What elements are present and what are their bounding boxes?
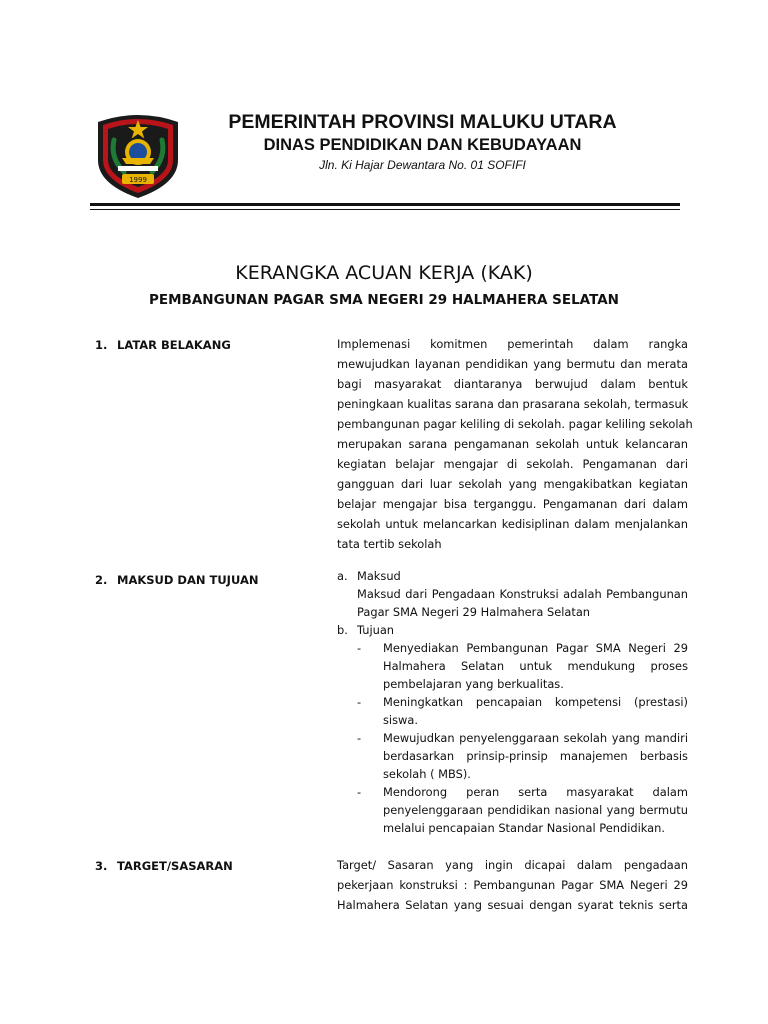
list-letter: b. <box>337 623 348 637</box>
list-item-maksud <box>337 567 688 585</box>
list-item: - Mewujudkan penyelenggaraan sekolah yang mandiri berdasarkan prinsip-prinsip manajemen berbasis sekolah ( MBS). <box>357 731 688 781</box>
list-heading: Maksud <box>357 569 401 583</box>
section-number: 2. <box>95 573 108 587</box>
paragraph-line: Implemenasi komitmen pemerintah dalam rangka <box>337 337 688 351</box>
dash-bullet: - <box>357 641 362 655</box>
section-body-latar-belakang <box>337 334 693 554</box>
list-item: - Meningkatkan pencapaian kompetensi (prestasi) siswa. <box>357 695 688 727</box>
section-number: 3. <box>95 859 108 873</box>
list-item: - Mendorong peran serta masyarakat dalam penyelenggaraan pendidikan nasional yang bermutu melalui pencapaian Standar Nasional Pendidikan. <box>357 785 688 835</box>
paragraph-line: tata tertib sekolah <box>337 537 442 551</box>
section-heading-target-sasaran <box>95 859 233 873</box>
maksud-text: Maksud dari Pengadaan Konstruksi adalah Pembangunan Pagar SMA Negeri 29 Halmahera Selatan <box>357 587 688 619</box>
letterhead-government: PEMERINTAH PROVINSI MALUKU UTARA <box>228 111 617 133</box>
section-label: TARGET/SASARAN <box>117 859 233 873</box>
paragraph-line: merupakan sarana pengamanan sekolah untuk kelancaran <box>337 437 688 451</box>
paragraph-line: mewujudkan layanan pendidikan yang bermutu dan merata <box>337 357 688 371</box>
letterhead-rule-thin <box>90 209 680 210</box>
section-number: 1. <box>95 338 108 352</box>
paragraph-line: Target/ Sasaran yang ingin dicapai dalam pengadaan <box>337 858 688 872</box>
list-item-tujuan <box>337 621 688 639</box>
list-item: - Menyediakan Pembangunan Pagar SMA Negeri 29 Halmahera Selatan untuk mendukung proses pembelajaran yang berkualitas. <box>357 641 688 691</box>
paragraph-line: sekolah untuk melancarkan kedisiplinan dalam menjalankan <box>337 517 688 531</box>
letterhead-address: Jln. Ki Hajar Dewantara No. 01 SOFIFI <box>319 158 526 172</box>
dash-bullet: - <box>357 695 362 709</box>
paragraph-line: gangguan dari luar sekolah yang mengakibatkan kegiatan <box>337 477 688 491</box>
paragraph-line: bagi masyarakat diantaranya berwujud dalam bentuk <box>337 377 688 391</box>
logo-year: 1999 <box>129 176 147 184</box>
section-body-target-sasaran <box>337 855 688 915</box>
list-heading: Tujuan <box>357 623 395 637</box>
paragraph-line: pekerjaan konstruksi : Pembangunan Pagar SMA Negeri 29 <box>337 878 688 892</box>
dash-bullet: - <box>357 731 362 745</box>
dash-bullet: - <box>357 785 362 799</box>
document-title: KERANGKA ACUAN KERJA (KAK) <box>235 262 533 284</box>
paragraph-line: peningkaan kualitas sarana dan prasarana sekolah, termasuk <box>337 397 689 411</box>
section-body-maksud-tujuan <box>337 567 688 837</box>
document-subtitle: PEMBANGUNAN PAGAR SMA NEGERI 29 HALMAHERA SELATAN <box>149 292 619 308</box>
section-heading-maksud-tujuan <box>95 573 258 587</box>
section-label: MAKSUD DAN TUJUAN <box>117 573 259 587</box>
list-letter: a. <box>337 569 348 583</box>
section-heading-latar-belakang <box>95 338 231 352</box>
letterhead-department: DINAS PENDIDIKAN DAN KEBUDAYAAN <box>263 136 582 154</box>
section-label: LATAR BELAKANG <box>117 338 231 352</box>
paragraph-line: pembangunan pagar keliling di sekolah. pagar keliling sekolah <box>337 417 693 431</box>
letterhead-rule-thick <box>90 203 680 206</box>
province-logo <box>92 106 184 200</box>
paragraph-line: Halmahera Selatan yang sesuai dengan syarat teknis serta <box>337 898 688 912</box>
paragraph-line: kegiatan belajar mengajar di sekolah. Pengamanan dari <box>337 457 688 471</box>
paragraph-line: belajar mengajar bisa terganggu. Pengamanan dari dalam <box>337 497 688 511</box>
